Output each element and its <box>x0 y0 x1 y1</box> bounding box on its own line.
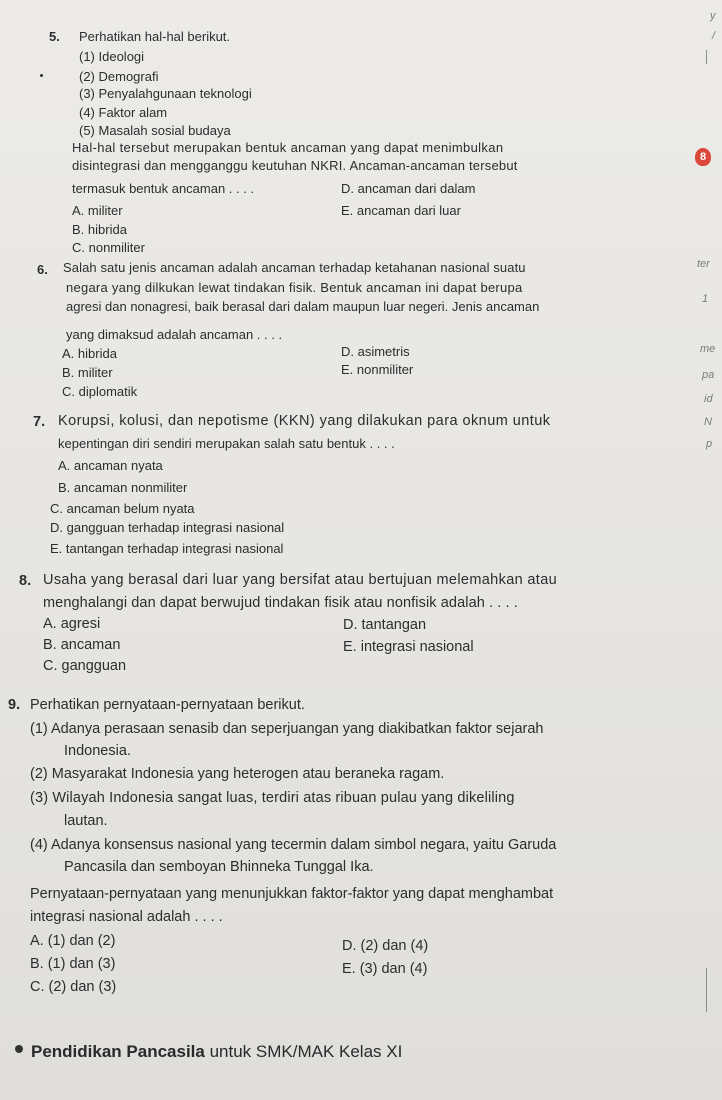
q8-option-b: B. ancaman <box>43 637 121 653</box>
q9-statement-3a: (3) Wilayah Indonesia sangat luas, terdiri atas ribuan pulau yang dikeliling <box>30 790 515 806</box>
q9-statement-3b: lautan. <box>64 813 108 829</box>
q6-option-e: E. nonmiliter <box>341 362 414 377</box>
q5-item-2: (2) Demografi <box>79 69 159 84</box>
q6-option-a: A. hibrida <box>62 346 117 361</box>
margin-mark: pa <box>702 369 715 381</box>
q9-option-b: B. (1) dan (3) <box>30 956 116 972</box>
q6-option-c: C. diplomatik <box>62 384 138 399</box>
margin-mark: ter <box>697 258 710 270</box>
q8-option-e: E. integrasi nasional <box>343 639 474 655</box>
q9-statement-2: (2) Masyarakat Indonesia yang heterogen atau beraneka ragam. <box>30 766 445 782</box>
q9-stem: Perhatikan pernyataan-pernyataan berikut. <box>30 697 305 713</box>
margin-rule <box>706 50 707 64</box>
q8-line-1: Usaha yang berasal dari luar yang bersifat atau bertujuan melemahkan atau <box>43 572 558 588</box>
q9-statement-4a: (4) Adanya konsensus nasional yang tecermin dalam simbol negara, yaitu Garuda <box>30 837 557 853</box>
footer-audience: untuk SMK/MAK Kelas XI <box>204 1042 403 1061</box>
q9-question-1: Pernyataan-pernyataan yang menunjukkan faktor-faktor yang dapat menghambat <box>30 886 554 902</box>
q5-option-e: E. ancaman dari luar <box>341 203 461 218</box>
q7-number: 7. <box>33 414 46 430</box>
q6-option-d: D. asimetris <box>341 344 410 359</box>
q7-line-2: kepentingan diri sendiri merupakan salah satu bentuk . . . . <box>58 436 395 451</box>
q6-number: 6. <box>37 262 48 277</box>
q9-statement-4b: Pancasila dan semboyan Bhinneka Tunggal Ika. <box>64 859 374 875</box>
q5-item-4: (4) Faktor alam <box>79 105 168 120</box>
q5-option-c: C. nonmiliter <box>72 240 145 255</box>
q7-line-1: Korupsi, kolusi, dan nepotisme (KKN) yang dilakukan para oknum untuk <box>58 413 551 429</box>
q5-number: 5. <box>49 29 60 44</box>
q7-option-e: E. tantangan terhadap integrasi nasional <box>50 541 284 556</box>
q9-statement-1b: Indonesia. <box>64 743 131 759</box>
q5-stem: Perhatikan hal-hal berikut. <box>79 29 231 44</box>
q9-option-c: C. (2) dan (3) <box>30 979 117 995</box>
q5-item-5: (5) Masalah sosial budaya <box>79 123 231 138</box>
q6-line-1: Salah satu jenis ancaman adalah ancaman terhadap ketahanan nasional suatu <box>63 260 526 275</box>
q6-line-4: yang dimaksud adalah ancaman . . . . <box>66 327 283 342</box>
margin-mark: 1 <box>702 293 709 305</box>
q7-option-b: B. ancaman nonmiliter <box>58 480 188 495</box>
q7-option-d: D. gangguan terhadap integrasi nasional <box>50 520 285 535</box>
q6-line-2: negara yang dilkukan lewat tindakan fisik. Bentuk ancaman ini dapat berupa <box>66 280 523 295</box>
q7-option-c: C. ancaman belum nyata <box>50 501 195 516</box>
q5-line-3: termasuk bentuk ancaman . . . . <box>72 181 255 196</box>
q8-option-c: C. gangguan <box>43 658 127 674</box>
margin-mark: id <box>704 393 713 405</box>
q5-item-3: (3) Penyalahgunaan teknologi <box>79 86 252 101</box>
q5-option-a: A. militer <box>72 203 123 218</box>
margin-mark: y <box>710 10 716 22</box>
q8-line-2: menghalangi dan dapat berwujud tindakan fisik atau nonfisik adalah . . . . <box>43 595 518 611</box>
footer-subject: Pendidikan Pancasila <box>31 1042 205 1061</box>
q8-number: 8. <box>19 573 32 589</box>
pen-dot <box>40 74 43 77</box>
q5-line-1: Hal-hal tersebut merupakan bentuk ancaman yang dapat menimbulkan <box>72 140 504 155</box>
q9-option-a: A. (1) dan (2) <box>30 933 116 949</box>
margin-rule <box>706 968 707 1012</box>
q5-line-2: disintegrasi dan mengganggu keutuhan NKRI. Ancaman-ancaman tersebut <box>72 158 518 173</box>
q9-option-e: E. (3) dan (4) <box>342 961 428 977</box>
q6-option-b: B. militer <box>62 365 113 380</box>
q5-option-b: B. hibrida <box>72 222 127 237</box>
q9-question-2: integrasi nasional adalah . . . . <box>30 909 223 925</box>
margin-mark: p <box>706 438 713 450</box>
q5-item-1: (1) Ideologi <box>79 49 145 64</box>
q6-line-3: agresi dan nonagresi, baik berasal dari dalam maupun luar negeri. Jenis ancaman <box>66 299 540 314</box>
q5-option-d: D. ancaman dari dalam <box>341 181 476 196</box>
margin-mark: N <box>704 416 712 428</box>
page-footer <box>31 1043 402 1060</box>
margin-badge: 8 <box>695 148 711 166</box>
q9-option-d: D. (2) dan (4) <box>342 938 429 954</box>
q8-option-d: D. tantangan <box>343 617 427 633</box>
q9-statement-1a: (1) Adanya perasaan senasib dan seperjuangan yang diakibatkan faktor sejarah <box>30 721 544 737</box>
margin-mark: me <box>700 343 716 355</box>
q9-number: 9. <box>8 697 21 713</box>
margin-mark: / <box>712 30 716 42</box>
page-dot <box>15 1045 23 1053</box>
q8-option-a: A. agresi <box>43 616 101 632</box>
q7-option-a: A. ancaman nyata <box>58 458 163 473</box>
